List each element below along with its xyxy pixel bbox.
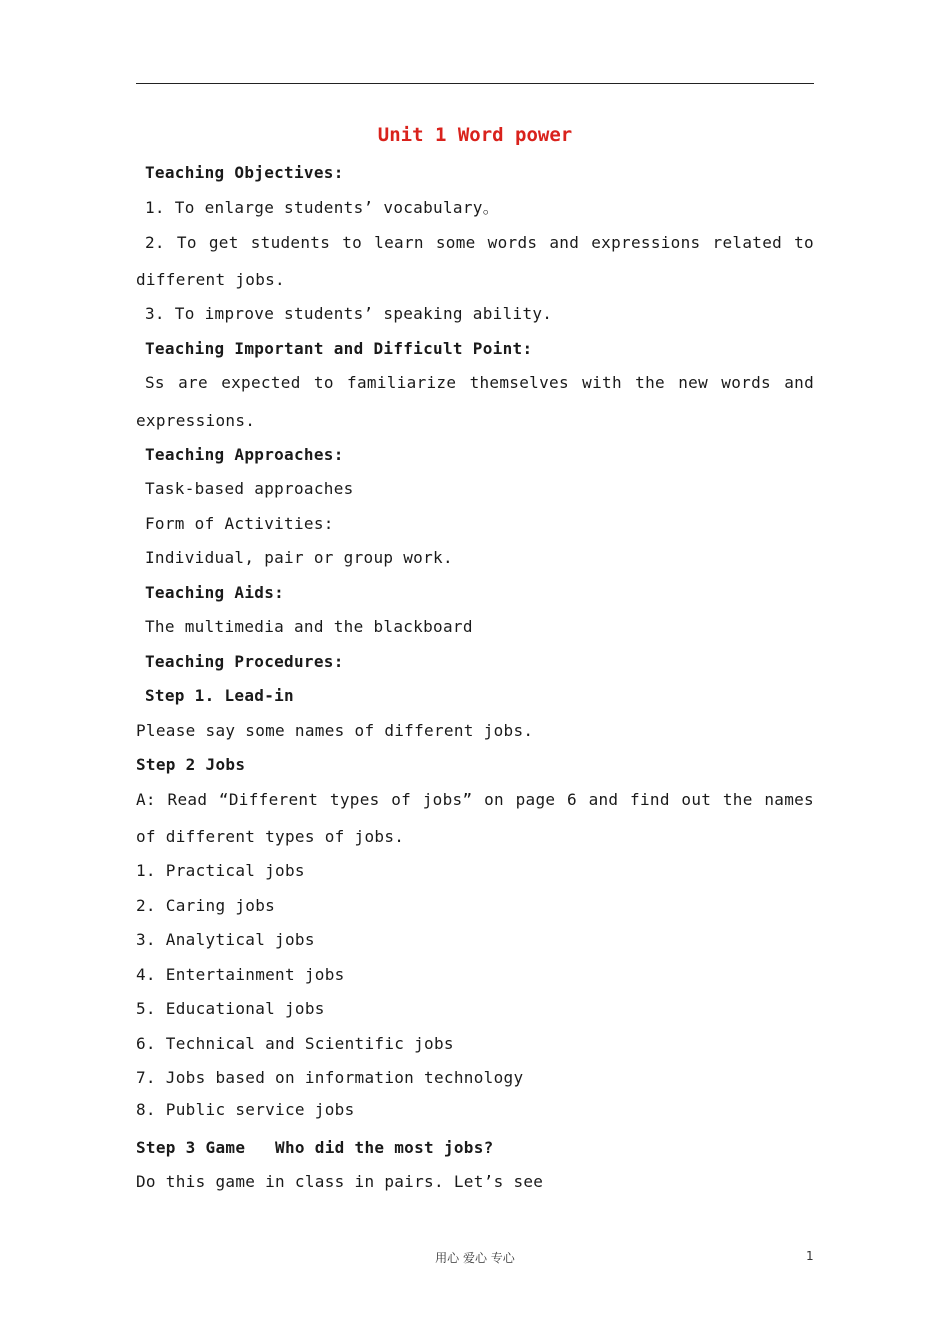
step2-text: A: Read “Different types of jobs” on page 6 and find out the names — [136, 790, 814, 809]
approaches-heading: Teaching Approaches: — [145, 445, 344, 464]
step2-heading: Step 2 Jobs — [136, 755, 246, 774]
objective-item: 2. To get students to learn some words and expressions related to — [145, 233, 814, 252]
important-heading: Teaching Important and Difficult Point: — [145, 339, 533, 358]
aids-text: The multimedia and the blackboard — [145, 617, 473, 636]
job-list-item: 6. Technical and Scientific jobs — [136, 1034, 454, 1053]
objective-item: 3. To improve students’ speaking ability. — [145, 304, 553, 323]
step1-heading: Step 1. Lead-in — [145, 686, 294, 705]
job-list-item: 5. Educational jobs — [136, 999, 325, 1018]
approaches-text: Task-based approaches — [145, 479, 354, 498]
procedures-heading: Teaching Procedures: — [145, 652, 344, 671]
aids-heading: Teaching Aids: — [145, 583, 285, 602]
objectives-heading: Teaching Objectives: — [145, 163, 344, 182]
activities-label: Form of Activities: — [145, 514, 334, 533]
step3-heading: Step 3 Game Who did the most jobs? — [136, 1138, 494, 1157]
job-list-item: 4. Entertainment jobs — [136, 965, 345, 984]
job-list-item: 7. Jobs based on information technology — [136, 1068, 524, 1087]
page-title: Unit 1 Word power — [377, 124, 573, 146]
footer-motto: 用心 爱心 专心 — [435, 1251, 515, 1265]
job-list-item: 2. Caring jobs — [136, 896, 276, 915]
job-list-item: 8. Public service jobs — [136, 1100, 355, 1119]
step2-text: of different types of jobs. — [136, 827, 405, 846]
important-text: expressions. — [136, 411, 256, 430]
job-list-item: 1. Practical jobs — [136, 861, 305, 880]
page-number: 1 — [806, 1249, 814, 1263]
job-list-item: 3. Analytical jobs — [136, 930, 315, 949]
step3-text: Do this game in class in pairs. Let’s see — [136, 1172, 544, 1191]
objective-item: 1. To enlarge students’ vocabulary。 — [145, 198, 500, 217]
header-rule — [136, 83, 814, 84]
step1-text: Please say some names of different jobs. — [136, 721, 534, 740]
objective-item: different jobs. — [136, 270, 285, 289]
important-text: Ss are expected to familiarize themselves with the new words and — [145, 373, 814, 392]
activities-text: Individual, pair or group work. — [145, 548, 453, 567]
